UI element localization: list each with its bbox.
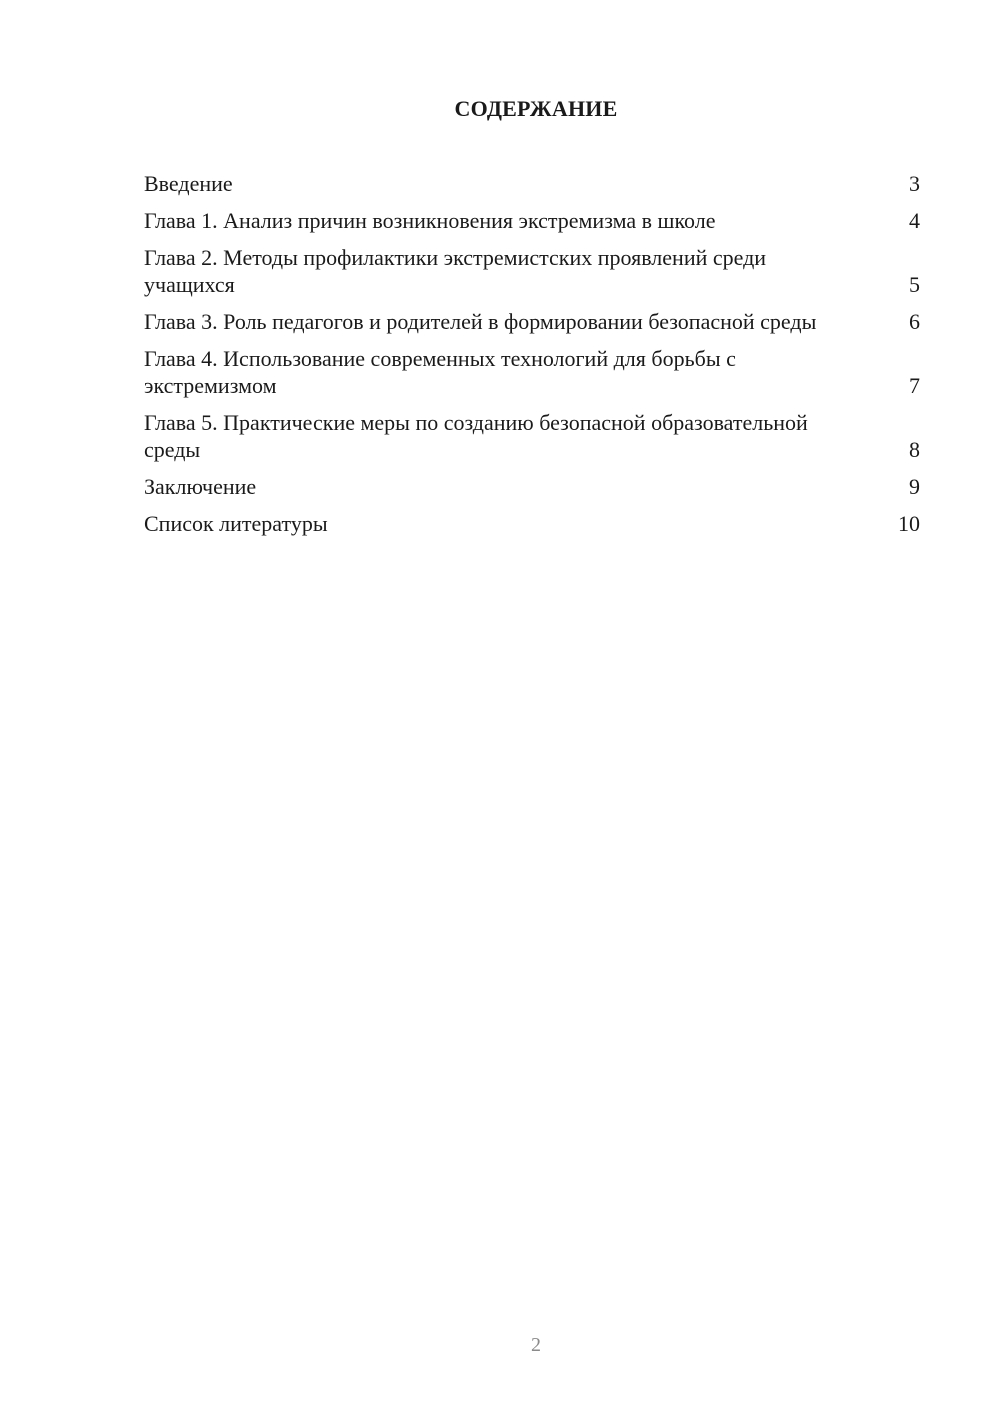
toc-entry-text: Глава 5. Практические меры по созданию безопасной образовательной среды <box>144 410 808 462</box>
toc-entry-text: Глава 2. Методы профилактики экстремистских проявлений среди учащихся <box>144 245 767 297</box>
toc-entry-bibliography <box>144 510 920 537</box>
toc-entry-text: Глава 1. Анализ причин возникновения экстремизма в школе <box>144 208 716 233</box>
toc-entry-text: Глава 4. Использование современных технологий для борьбы с экстремизмом <box>144 346 736 398</box>
toc-entry-chapter-2 <box>144 244 920 298</box>
toc-entry-page: 4 <box>909 208 920 233</box>
table-of-contents <box>144 170 920 547</box>
toc-entry-page: 8 <box>909 437 920 462</box>
toc-entry-text: Глава 3. Роль педагогов и родителей в формировании безопасной среды <box>144 309 817 334</box>
toc-entry-text: Заключение <box>144 474 257 499</box>
toc-entry-chapter-5 <box>144 409 920 463</box>
page-title: СОДЕРЖАНИЕ <box>454 96 618 121</box>
toc-entry-conclusion <box>144 473 920 500</box>
toc-entry-chapter-3 <box>144 308 920 335</box>
toc-entry-introduction <box>144 170 920 197</box>
toc-entry-page: 10 <box>898 511 920 536</box>
toc-entry-text: Введение <box>144 171 233 196</box>
toc-entry-chapter-1 <box>144 207 920 234</box>
toc-entry-page: 6 <box>909 309 920 334</box>
toc-entry-page: 9 <box>909 474 920 499</box>
page-number: 2 <box>531 1334 541 1356</box>
toc-entry-chapter-4 <box>144 345 920 399</box>
toc-entry-text: Список литературы <box>144 511 328 536</box>
toc-entry-page: 5 <box>909 272 920 297</box>
toc-entry-page: 7 <box>909 373 920 398</box>
toc-entry-page: 3 <box>909 171 920 196</box>
